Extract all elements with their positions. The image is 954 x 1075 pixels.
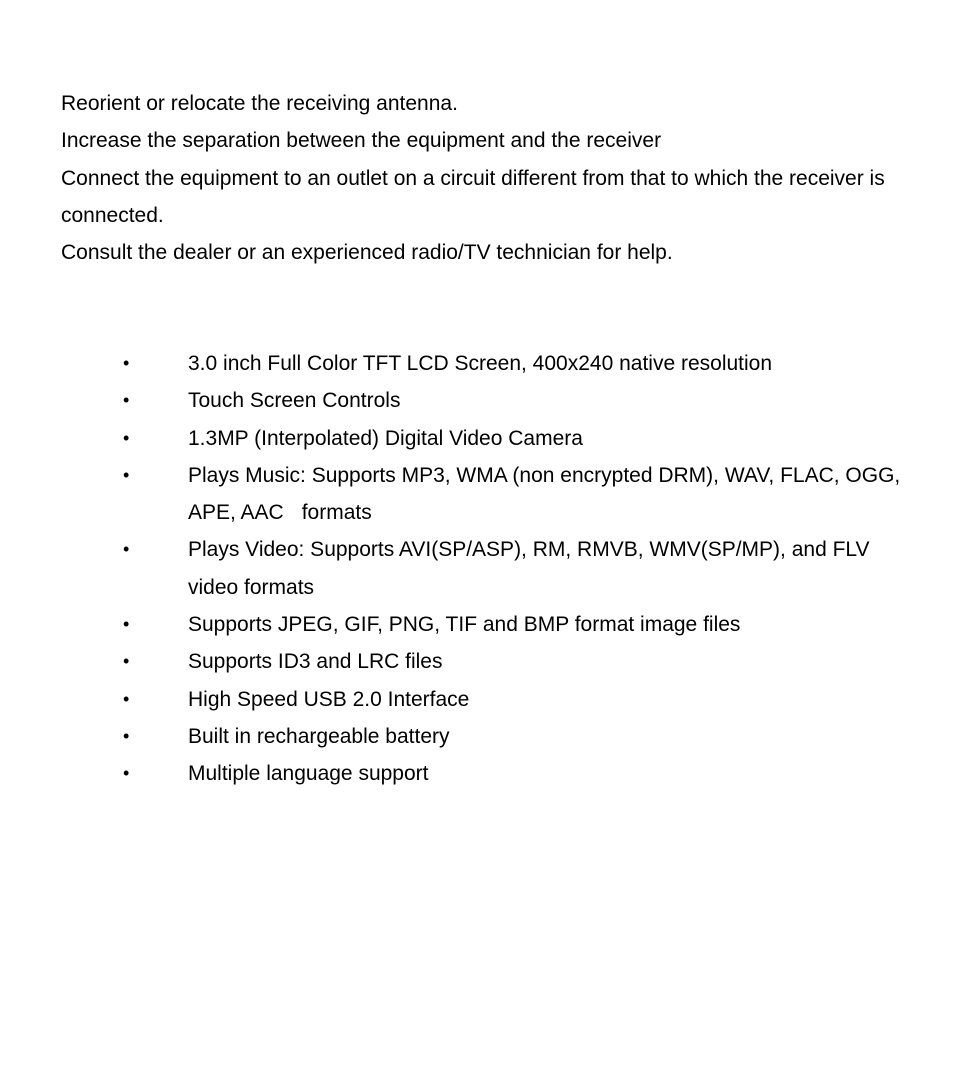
feature-item — [0, 420, 954, 457]
feature-text: Touch Screen Controls — [188, 389, 401, 413]
bullet-icon: • — [123, 464, 130, 485]
feature-text: Plays Video: Supports AVI(SP/ASP), RM, RMVB, WMV(SP/MP), and FLV video formats — [188, 538, 870, 599]
bullet-icon: • — [123, 427, 130, 448]
remedy-different-outlet: Connect the equipment to an outlet on a circuit different from that to which the receiver is connected. — [61, 166, 885, 227]
feature-text: Supports ID3 and LRC files — [188, 650, 443, 674]
feature-item — [0, 755, 954, 792]
feature-list — [0, 345, 954, 793]
feature-item — [0, 382, 954, 419]
bullet-icon: • — [123, 763, 130, 784]
remedy-reorient-antenna: Reorient or relocate the receiving antenna. — [61, 92, 458, 115]
feature-item — [0, 606, 954, 643]
feature-text: High Speed USB 2.0 Interface — [188, 687, 470, 711]
feature-text-suffix: formats — [301, 501, 372, 525]
bullet-icon: • — [123, 651, 130, 672]
feature-item — [0, 531, 954, 606]
bullet-icon: • — [123, 688, 130, 709]
remedy-increase-separation: Increase the separation between the equipment and the receiver — [61, 129, 662, 153]
bullet-icon: • — [123, 614, 130, 635]
feature-text: Supports JPEG, GIF, PNG, TIF and BMP format image files — [188, 613, 741, 637]
feature-text: 3.0 inch Full Color TFT LCD Screen, 400x240 native resolution — [188, 352, 773, 375]
bullet-icon: • — [123, 353, 130, 373]
bullet-icon: • — [123, 390, 130, 411]
feature-text: Multiple language support — [188, 762, 429, 786]
feature-item — [0, 457, 954, 532]
feature-item — [0, 345, 954, 382]
feature-text: Plays Music: Supports MP3, WMA (non encrypted DRM), WAV, FLAC, OGG, APE, AAC — [188, 463, 901, 525]
feature-item — [0, 718, 954, 755]
bullet-icon: • — [123, 725, 130, 746]
feature-item — [0, 681, 954, 718]
feature-text: Built in rechargeable battery — [188, 724, 450, 748]
feature-text: 1.3MP (Interpolated) Digital Video Camera — [188, 426, 583, 450]
remedy-consult-dealer: Consult the dealer or an experienced radio/TV technician for help. — [61, 241, 673, 265]
feature-item — [0, 643, 954, 680]
interference-remedies — [61, 85, 921, 271]
bullet-icon: • — [123, 539, 130, 560]
